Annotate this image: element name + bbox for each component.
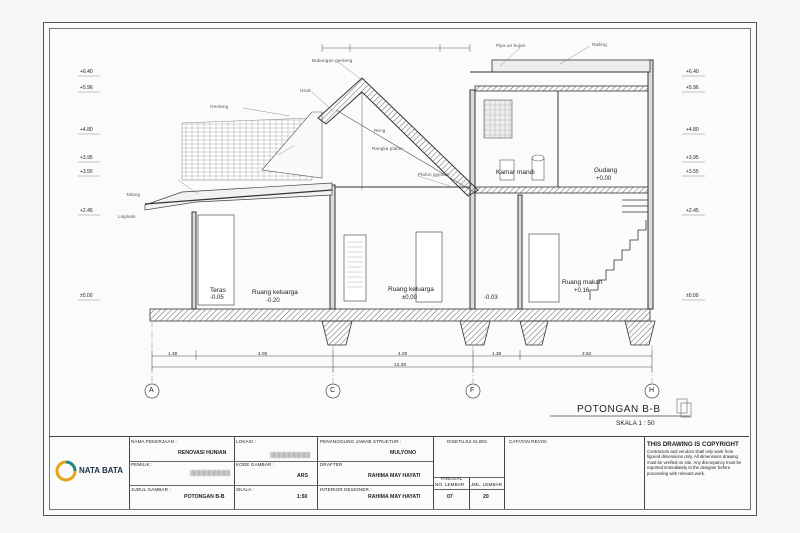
sheet-total-label: JML. LEMBAR xyxy=(471,482,503,487)
scale-value: 1:50 xyxy=(297,494,308,500)
foundations xyxy=(322,321,655,345)
floor-slab xyxy=(150,309,650,321)
level-label: +6.40 xyxy=(686,69,699,75)
room-level: -0.03 xyxy=(484,295,498,301)
level-lines-left xyxy=(78,76,100,300)
level-label: +3.55 xyxy=(80,169,93,175)
level-label: ±0.00 xyxy=(686,293,699,299)
interior-value: RAHIMA MAY HAYATI xyxy=(368,494,421,500)
drawing-code-value: ARS xyxy=(297,473,308,479)
room-name: Ruang keluarga xyxy=(252,289,298,296)
roof-note: Plafon gypsum xyxy=(418,172,450,177)
level-label: +2.45 xyxy=(80,208,93,214)
copyright-title: THIS DRAWING IS COPYRIGHT xyxy=(647,441,739,448)
owner-redacted xyxy=(190,470,230,476)
client-approval-label: DISETUJUI KLIEN xyxy=(447,439,487,444)
project-value: RENOVASI HUNIAN xyxy=(178,450,227,456)
top-dimension xyxy=(322,44,470,52)
roof-note: Genteng xyxy=(210,104,229,109)
level-lines-right xyxy=(682,76,705,300)
dimension-label: 3.62 xyxy=(582,351,592,356)
dimension-label: 1.38 xyxy=(168,351,178,356)
brand-logo: NATA BATA xyxy=(79,466,123,475)
room-name: Teras xyxy=(210,287,226,294)
grid-label: C xyxy=(330,387,336,394)
roof-note: Talang xyxy=(126,192,141,197)
sheet-total-value: 20 xyxy=(483,494,489,500)
structure-value: MULYONO xyxy=(390,450,417,456)
owner-label: PEMILIK : xyxy=(131,462,153,467)
sheet-title-label: JUDUL GAMBAR : xyxy=(131,487,171,492)
roof-note: Lisplank xyxy=(118,214,136,219)
interior-label: INTERIOR DESIGNER : xyxy=(320,487,372,492)
grid-label: F xyxy=(470,387,475,394)
grid-bubbles xyxy=(145,384,659,398)
level-label: +5.96 xyxy=(686,85,699,91)
roof-note: Railing xyxy=(592,42,607,47)
room-level: +0.00 xyxy=(596,176,612,182)
sheet-title-value: POTONGAN B-B xyxy=(184,494,225,500)
level-label: +3.95 xyxy=(80,155,93,161)
level-label: +2.45 xyxy=(686,208,699,214)
location-label: LOKASI : xyxy=(236,439,256,444)
dimension-label: 1.38 xyxy=(492,351,502,356)
location-redacted xyxy=(270,452,310,458)
level-label: +6.40 xyxy=(80,69,93,75)
room-level: -0.20 xyxy=(266,298,280,304)
level-label: +5.96 xyxy=(80,85,93,91)
drawing-scale: SKALA 1 : 50 xyxy=(616,420,655,427)
room-level: -0.05 xyxy=(210,295,224,301)
level-label: +3.95 xyxy=(686,155,699,161)
room-name: Gudang xyxy=(594,167,618,174)
sheet-number-label: NO. LEMBAR xyxy=(435,482,465,487)
room-level: +0.16 xyxy=(574,288,590,294)
room-level: ±0.00 xyxy=(402,295,417,301)
roof-note: Reng xyxy=(374,128,386,133)
level-label: +3.55 xyxy=(686,169,699,175)
revision-notes-label: CATATAN REVISI xyxy=(509,439,547,444)
room-name: Ruang makan xyxy=(562,279,603,286)
grid-label: A xyxy=(149,387,154,394)
roof-note: Usuk xyxy=(300,88,311,93)
dimension-label: 4.00 xyxy=(258,351,268,356)
roof-note: Pipa air hujan xyxy=(496,43,526,48)
roof-note: Rangka plafon xyxy=(372,146,403,151)
room-name: Kamar mandi xyxy=(496,169,535,176)
dimension-label: 4.00 xyxy=(398,351,408,356)
dimension-total: 14.38 xyxy=(394,362,406,367)
project-label: NAMA PEKERJAAN : xyxy=(131,439,177,444)
drafter-value: RAHIMA MAY HAYATI xyxy=(368,473,421,479)
level-label: ±0.00 xyxy=(80,293,93,299)
copyright-body: Contractors and vendors shall only work from figured dimensions only. All dimensions drawing must be verified on site. Any discrepancy must be reported immediately to the designer before proceeding with relevant work. xyxy=(647,449,742,476)
level-label: +4.80 xyxy=(686,127,699,133)
date-label: TANGGAL xyxy=(440,476,463,481)
brand-logo-icon xyxy=(55,460,77,482)
scale-label: SKALA : xyxy=(236,487,254,492)
main-gable xyxy=(318,78,478,196)
level-label: +4.80 xyxy=(80,127,93,133)
room-name: Ruang keluarga xyxy=(388,286,434,293)
drawing-code-label: KODE GAMBAR : xyxy=(236,462,275,467)
drawing-title: POTONGAN B-B xyxy=(577,404,661,415)
structure-label: PENANGGUNG JAWAB STRUKTUR : xyxy=(320,439,402,444)
grid-label: H xyxy=(649,387,655,394)
roof-note: Bubungan genteng xyxy=(312,58,353,63)
drafter-label: DRAFTER xyxy=(320,462,343,467)
sheet-number-value: 07 xyxy=(447,494,453,500)
